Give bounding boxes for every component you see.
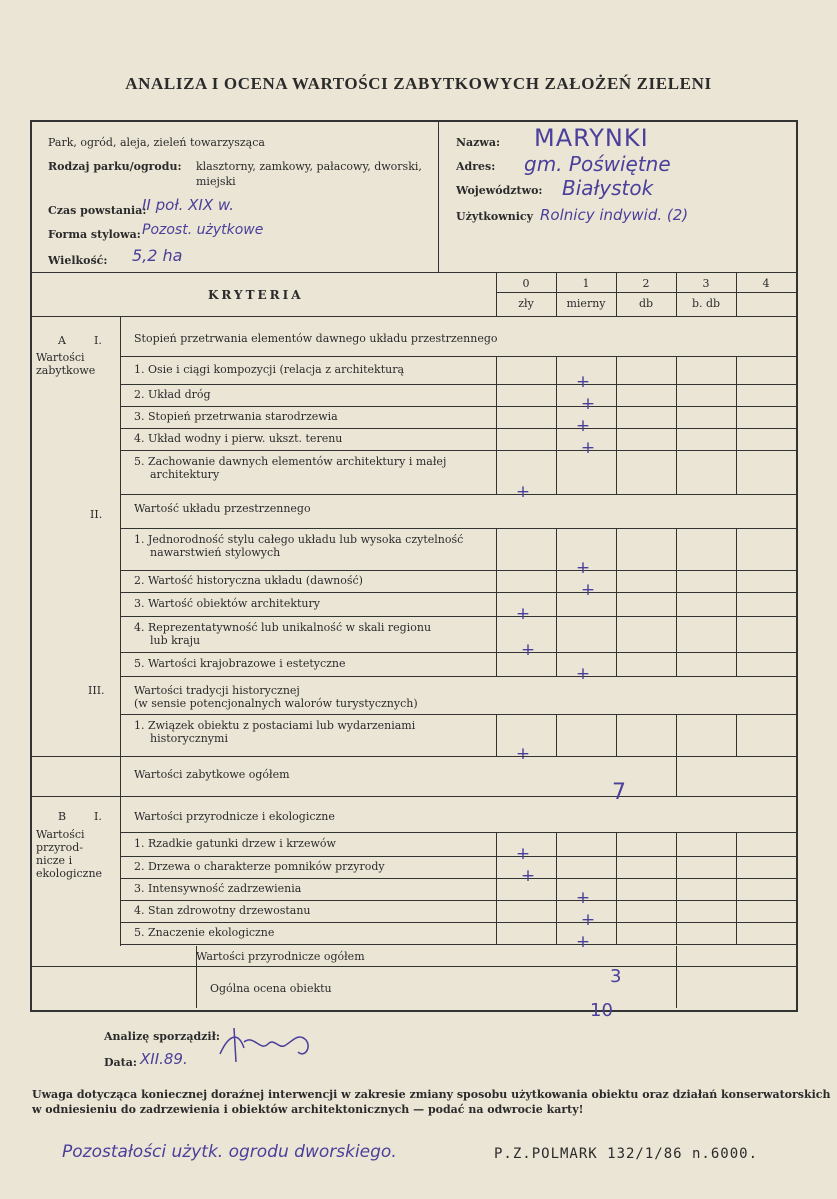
col-line <box>556 856 557 878</box>
forma-value: Pozost. użytkowe <box>142 222 264 238</box>
overall-label: Ogólna ocena obiektu <box>210 982 332 995</box>
col-line <box>736 528 737 570</box>
col-line <box>556 450 557 494</box>
criterion-label: 1. Osie i ciągi kompozycji (relacja z architekturą <box>134 363 405 376</box>
col-line <box>496 450 497 494</box>
col-line <box>676 272 677 316</box>
col-line <box>616 528 617 570</box>
checkmark-plus: + <box>575 372 591 392</box>
col-line <box>676 756 677 796</box>
row-line <box>32 756 796 757</box>
col-line <box>496 922 497 944</box>
col-line <box>556 832 557 856</box>
col-line <box>736 384 737 406</box>
checkmark-plus: + <box>575 932 591 952</box>
col-line <box>676 570 677 592</box>
col-line <box>496 900 497 922</box>
criterion-label: 1. Związek obiektu z postaciami lub wydarzeniami <box>134 719 416 732</box>
criterion-label: 4. Układ wodny i pierw. ukszt. terenu <box>134 432 343 445</box>
col-line <box>496 384 497 406</box>
prepared-label: Analizę sporządził: <box>104 1030 220 1043</box>
criterion-label-line-2: nawarstwień stylowych <box>150 546 281 559</box>
col-line <box>496 652 497 676</box>
col-line <box>676 878 677 900</box>
col-line <box>556 528 557 570</box>
col-line <box>616 900 617 922</box>
col-line <box>616 652 617 676</box>
row-line <box>120 944 796 945</box>
col-line <box>676 922 677 944</box>
col-line <box>736 616 737 652</box>
row-line <box>120 428 796 429</box>
group-title-line <box>120 528 796 529</box>
total-przyrodnicze-label: Wartości przyrodnicze ogółem <box>196 950 365 963</box>
total-przyrodnicze-value: 3 <box>610 966 622 987</box>
checkmark-plus: + <box>580 438 596 458</box>
wielkosc-value: 5,2 ha <box>132 246 183 265</box>
group-i-roman: I. <box>94 334 102 347</box>
group-title-line <box>120 714 796 715</box>
col-line <box>556 714 557 756</box>
col-line <box>616 272 617 316</box>
col-line <box>496 406 497 428</box>
col-line <box>556 428 557 450</box>
group-iii-roman: III. <box>88 684 105 697</box>
col-line <box>556 922 557 944</box>
col-line <box>676 714 677 756</box>
col-line <box>736 428 737 450</box>
col-line <box>736 856 737 878</box>
czas-value: II poł. XIX w. <box>142 196 234 214</box>
rodzaj-options-2: miejski <box>196 175 236 188</box>
section-a-name-1: Wartości <box>36 351 85 364</box>
row-line <box>120 450 796 451</box>
col-line <box>496 428 497 450</box>
criterion-label: 3. Intensywność zadrzewienia <box>134 882 302 895</box>
col-line <box>676 946 677 966</box>
col-line <box>616 428 617 450</box>
row-line <box>120 676 796 677</box>
col-line <box>676 832 677 856</box>
col-line <box>556 592 557 616</box>
checkmark-plus: + <box>515 844 531 864</box>
col-line <box>556 272 557 316</box>
checkmark-plus: + <box>575 416 591 436</box>
criterion-label: 5. Znaczenie ekologiczne <box>134 926 275 939</box>
row-line <box>120 856 796 857</box>
col-line <box>556 878 557 900</box>
section-a-letter: A <box>58 334 66 347</box>
row-line <box>120 616 796 617</box>
col-line <box>556 570 557 592</box>
handwritten-note: Pozostałości użytk. ogrodu dworskiego. <box>62 1142 397 1162</box>
col-line <box>736 592 737 616</box>
criterion-label: 4. Reprezentatywność lub unikalność w skali regionu <box>134 621 432 634</box>
checkmark-plus: + <box>580 910 596 930</box>
criterion-label: 4. Stan zdrowotny drzewostanu <box>134 904 311 917</box>
row-line <box>32 966 796 967</box>
col-line <box>676 900 677 922</box>
score-0: 0 <box>522 277 530 290</box>
col-line <box>676 592 677 616</box>
section-b-name-4: ekologiczne <box>36 867 103 880</box>
col-line <box>736 450 737 494</box>
checkmark-plus: + <box>515 482 531 502</box>
nazwa-value: MARYNKI <box>534 124 649 152</box>
section-b-name-3: nicze i <box>36 854 73 867</box>
col-line <box>736 356 737 384</box>
col-line <box>496 528 497 570</box>
header-bottom-line <box>32 272 796 273</box>
row-line <box>120 900 796 901</box>
criterion-label: 1. Rzadkie gatunki drzew i krzewów <box>134 837 336 850</box>
note-line-2: w odniesieniu do zadrzewienia i obiektów architektonicznych — podać na odwrocie karty! <box>32 1103 584 1116</box>
checkmark-plus: + <box>580 580 596 600</box>
score-1: 1 <box>582 277 590 290</box>
form-title: ANALIZA I OCENA WARTOŚCI ZABYTKOWYCH ZAŁOŻEŃ ZIELENI <box>125 74 712 93</box>
czas-label: Czas powstania: <box>48 204 147 217</box>
col-line <box>736 832 737 856</box>
row-line <box>120 570 796 571</box>
row-line <box>120 406 796 407</box>
group-title-line-2: (w sensie potencjonalnych walorów turystycznych) <box>134 697 418 710</box>
col-line <box>616 356 617 384</box>
col-line <box>556 900 557 922</box>
grade-db: db <box>638 297 654 310</box>
adres-value: gm. Poświętne <box>524 152 671 176</box>
wojewodztwo-value: Białystok <box>562 176 654 200</box>
col-line <box>496 570 497 592</box>
col-line <box>676 966 677 1008</box>
grade-mierny: mierny <box>566 297 606 310</box>
col-line <box>556 616 557 652</box>
criterion-label: 2. Wartość historyczna układu (dawność) <box>134 574 363 587</box>
checkmark-plus: + <box>515 604 531 624</box>
print-code: P.Z.POLMARK 132/1/86 n.6000. <box>494 1146 759 1162</box>
section-b-inner-line <box>120 796 121 946</box>
col-line <box>616 384 617 406</box>
col-line <box>556 652 557 676</box>
uzytkownicy-label: Użytkownicy <box>456 210 534 223</box>
checkmark-plus: + <box>575 558 591 578</box>
criteria-label: KRYTERIA <box>208 288 304 302</box>
col-line <box>676 356 677 384</box>
park-type-label: Park, ogród, aleja, zieleń towarzysząca <box>48 136 265 149</box>
criterion-label-line-2: lub kraju <box>150 634 201 647</box>
row-line <box>120 494 796 495</box>
adres-label: Adres: <box>456 160 496 173</box>
col-line <box>616 406 617 428</box>
col-line <box>616 922 617 944</box>
score-4: 4 <box>762 277 770 290</box>
grade-bdb: b. db <box>691 297 721 310</box>
col-line <box>676 528 677 570</box>
col-line <box>616 856 617 878</box>
criterion-label-line-2: architektury <box>150 468 220 481</box>
checkmark-plus: + <box>520 640 536 660</box>
row-line <box>120 652 796 653</box>
section-a-name-2: zabytkowe <box>36 364 96 377</box>
section-b-name-2: przyrod- <box>36 841 83 854</box>
col-line <box>736 878 737 900</box>
col-line <box>496 832 497 856</box>
col-line <box>736 714 737 756</box>
wojewodztwo-label: Województwo: <box>456 184 543 197</box>
group-ii-roman: II. <box>90 508 103 521</box>
checkmark-plus: + <box>515 744 531 764</box>
uzytkownicy-value: Rolnicy indywid. (2) <box>540 206 689 224</box>
col-line <box>556 356 557 384</box>
col-line <box>616 832 617 856</box>
col-line <box>736 900 737 922</box>
rodzaj-options: klasztorny, zamkowy, pałacowy, dworski, <box>196 160 422 173</box>
section-b-roman: I. <box>94 810 102 823</box>
col-line <box>676 856 677 878</box>
col-line <box>616 714 617 756</box>
criterion-label: 3. Wartość obiektów architektury <box>134 597 320 610</box>
total-zabytkowe-value: 7 <box>612 780 626 805</box>
col-line <box>556 384 557 406</box>
col-line <box>676 652 677 676</box>
col-line <box>496 616 497 652</box>
section-b-name-1: Wartości <box>36 828 85 841</box>
group-title-line <box>120 356 796 357</box>
rodzaj-label: Rodzaj parku/ogrodu: <box>48 160 182 173</box>
col-line <box>736 570 737 592</box>
col-line <box>676 450 677 494</box>
note-line-1: Uwaga dotycząca koniecznej doraźnej interwencji w zakresie zmiany sposobu użytkowania obiektu oraz działań konserwatorskich <box>32 1088 831 1101</box>
signature <box>214 1018 324 1068</box>
section-divider <box>32 796 796 797</box>
row-line <box>120 384 796 385</box>
col-line <box>616 450 617 494</box>
col-line <box>496 272 497 316</box>
row-line <box>120 878 796 879</box>
total-zabytkowe-label: Wartości zabytkowe ogółem <box>134 768 290 781</box>
overall-value: 10 <box>590 1000 613 1021</box>
criterion-label: 3. Stopień przetrwania starodrzewia <box>134 410 338 423</box>
date-value: XII.89. <box>140 1050 188 1068</box>
group-title: Stopień przetrwania elementów dawnego układu przestrzennego <box>134 332 498 345</box>
col-line <box>676 384 677 406</box>
nazwa-label: Nazwa: <box>456 136 501 149</box>
group-title: Wartości tradycji historycznej <box>134 684 300 697</box>
col-line <box>736 272 737 316</box>
col-line <box>496 356 497 384</box>
score-3: 3 <box>702 277 710 290</box>
col-line <box>736 652 737 676</box>
col-line <box>496 856 497 878</box>
date-label: Data: <box>104 1056 137 1069</box>
score-2: 2 <box>642 277 650 290</box>
criterion-label: 1. Jednorodność stylu całego układu lub wysoka czytelność <box>134 533 464 546</box>
criterion-label-line-2: historycznymi <box>150 732 228 745</box>
checkmark-plus: + <box>520 866 536 886</box>
col-line <box>496 592 497 616</box>
group-title: Wartość układu przestrzennego <box>134 502 311 515</box>
criterion-label: 5. Zachowanie dawnych elementów architektury i małej <box>134 455 447 468</box>
col-line <box>736 922 737 944</box>
col-line <box>496 714 497 756</box>
col-line <box>736 406 737 428</box>
row-line <box>120 922 796 923</box>
grade-zly: zły <box>518 297 534 310</box>
section-b-letter: B <box>58 810 67 823</box>
wielkosc-label: Wielkość: <box>48 254 108 267</box>
criterion-label: 2. Drzewa o charakterze pomników przyrody <box>134 860 385 873</box>
forma-label: Forma stylowa: <box>48 228 141 241</box>
criteria-header-bottom-line <box>32 316 796 317</box>
criteria-header-mid-line <box>496 292 796 293</box>
checkmark-plus: + <box>575 664 591 684</box>
col-line <box>496 878 497 900</box>
col-line <box>556 406 557 428</box>
section-a-inner-line <box>120 316 121 796</box>
col-line <box>616 616 617 652</box>
col-line <box>676 406 677 428</box>
col-line <box>616 592 617 616</box>
row-line <box>120 592 796 593</box>
checkmark-plus: + <box>580 394 596 414</box>
col-line <box>616 570 617 592</box>
header-divider <box>438 122 439 272</box>
col-line <box>676 428 677 450</box>
col-line <box>676 616 677 652</box>
checkmark-plus: + <box>575 888 591 908</box>
col-line <box>616 878 617 900</box>
section-b-title: Wartości przyrodnicze i ekologiczne <box>134 810 335 823</box>
criterion-label: 2. Układ dróg <box>134 388 211 401</box>
criterion-label: 5. Wartości krajobrazowe i estetyczne <box>134 657 346 670</box>
group-title-line <box>120 832 796 833</box>
